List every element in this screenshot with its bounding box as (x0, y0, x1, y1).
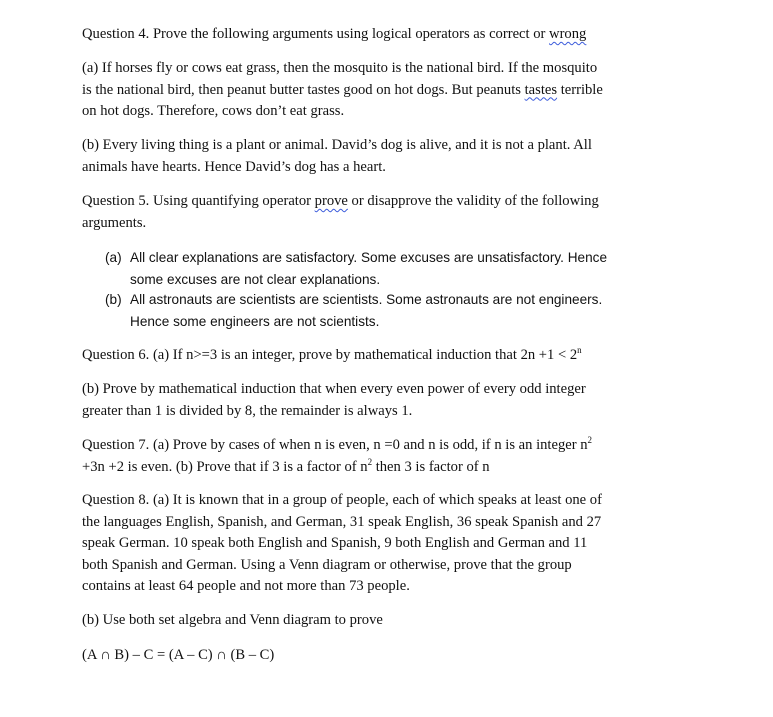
question-4-title: Question 4. Prove the following arguments using logical operators as correct or wrong (82, 26, 587, 42)
question-8a-text: Question 8. (a) It is known that in a group of people, each of which speaks at least one of the languages English, Spanish, and German, 31 speak English, 36 speak Spanish and 27 speak German. 10 speak both English and Spanish, 9 both English and German and 11 both Spanish and German. Using a Venn diagram or otherwise, prove that the group contains at least 64 people and not more than 73 people. (82, 492, 602, 594)
question-5-item-a: (a) All clear explanations are satisfactory. Some excuses are unsatisfactory. Hence some excuses are not clear explanations. (105, 247, 665, 290)
spellcheck-flag[interactable]: tastes (524, 81, 558, 98)
question-5-title: Question 5. Using quantifying operator prove or disapprove the validity of the following arguments. (82, 193, 599, 231)
list-marker: (b) (105, 292, 122, 307)
question-4b-text: (b) Every living thing is a plant or animal. David’s dog is alive, and it is not a plant. All animals have hearts. Hence David’s dog has a heart. (82, 137, 592, 175)
question-4a-text: (a) If horses fly or cows eat grass, then the mosquito is the national bird. If the mosquito is the national bird, then peanut butter tastes good on hot dogs. But peanuts tastes terrible on hot dogs. Therefore, cows don’t eat grass. (82, 60, 603, 119)
question-6a-text: Question 6. (a) If n>=3 is an integer, prove by mathematical induction that $2n +1 < 2^n$ (82, 345, 582, 363)
question-8b-text: (b) Use both set algebra and Venn diagram to prove (82, 612, 383, 628)
question-6b-text: (b) Prove by mathematical induction that when every even power of every odd integer greater than 1 is divided by 8, the remainder is always 1. (82, 381, 586, 419)
spellcheck-flag[interactable]: prove (314, 193, 348, 209)
question-5-item-b: (b) All astronauts are scientists are scientists. Some astronauts are not engineers. Hence some engineers are not scientists. (105, 289, 665, 332)
list-marker: (a) (105, 250, 122, 265)
question-7-text: Question 7. (a) Prove by cases of when n is even, n =0 and n is odd, if n is an integer $n^2$ +3n +2 is even. (b) Prove that if 3 is a factor of $n^2$ then 3 is factor of n (82, 435, 593, 475)
set-formula: (A ∩ B) – C = (A – C) ∩ (B – C) (82, 647, 275, 663)
spellcheck-flag[interactable]: wrong (549, 26, 587, 42)
